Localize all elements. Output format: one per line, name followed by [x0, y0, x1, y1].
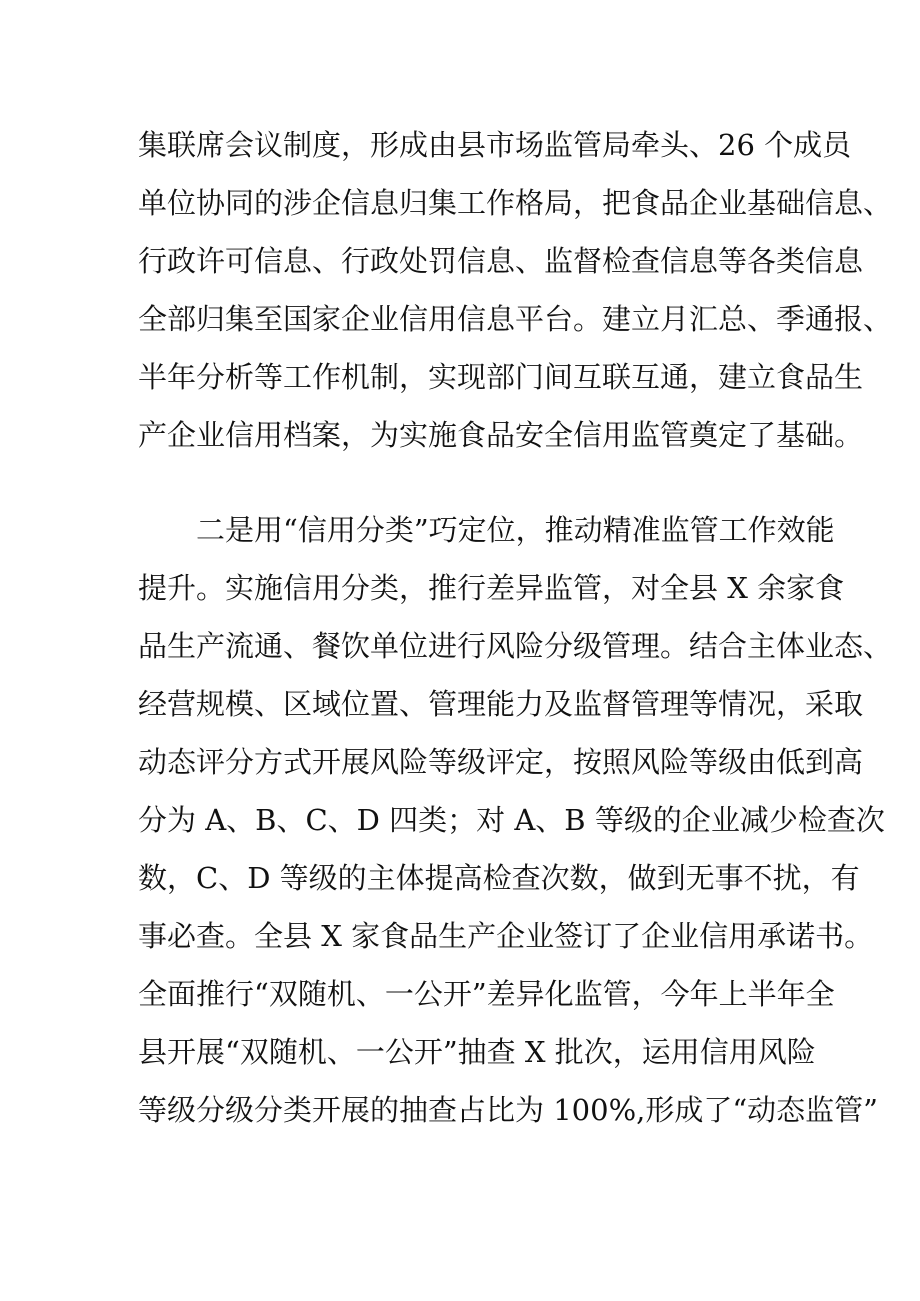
- text-line: 集联席会议制度，形成由县市场监管局牵头、26 个成员: [138, 128, 852, 162]
- text-line: 事必查。全县 X 家食品生产企业签订了企业信用承诺书。: [138, 919, 874, 953]
- text-line: 县开展“双随机、一公开”抽查 X 批次，运用信用风险: [138, 1035, 816, 1069]
- text-line: 分为 A、B、C、D 四类；对 A、B 等级的企业减少检查次: [138, 803, 885, 837]
- text-line: 动态评分方式开展风险等级评定，按照风险等级由低到高: [138, 745, 864, 779]
- text-line: 二是用“信用分类”巧定位，推动精准监管工作效能: [196, 513, 835, 547]
- text-line: 行政许可信息、行政处罚信息、监督检查信息等各类信息: [138, 244, 864, 278]
- text-line: 全部归集至国家企业信用信息平台。建立月汇总、季通报、: [138, 302, 893, 336]
- text-line: 全面推行“双随机、一公开”差异化监管，今年上半年全: [138, 977, 835, 1011]
- text-line: 产企业信用档案，为实施食品安全信用监管奠定了基础。: [138, 418, 864, 452]
- text-line: 单位协同的涉企信息归集工作格局，把食品企业基础信息、: [138, 186, 893, 220]
- text-line: 数，C、D 等级的主体提高检查次数，做到无事不扰，有: [138, 861, 860, 895]
- text-line: 品生产流通、餐饮单位进行风险分级管理。结合主体业态、: [138, 629, 893, 663]
- text-line: 等级分级分类开展的抽查占比为 100%,形成了“动态监管”: [138, 1093, 878, 1127]
- text-line: 经营规模、区域位置、管理能力及监督管理等情况，采取: [138, 687, 864, 721]
- text-line: 提升。实施信用分类，推行差异监管，对全县 X 余家食: [138, 571, 845, 605]
- text-line: 半年分析等工作机制，实现部门间互联互通，建立食品生: [138, 360, 864, 394]
